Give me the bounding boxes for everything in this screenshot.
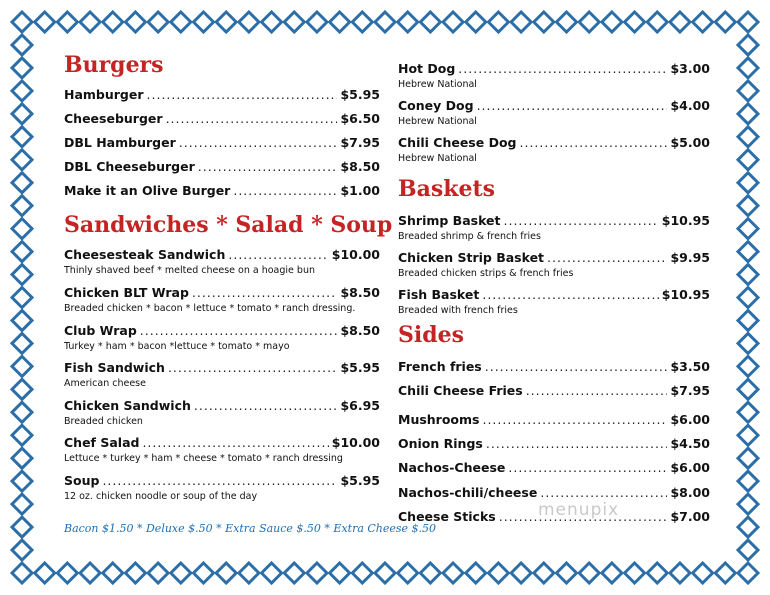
border-diamond [80,12,100,32]
border-diamond [738,150,758,170]
menu-item [64,434,380,465]
menu-item [64,86,380,104]
border-diamond [12,12,32,32]
sandwiches-heading: Sandwiches * Salad * Soup [64,212,393,238]
border-diamond [12,517,32,537]
border-diamond [352,563,372,583]
border-diamond [12,219,32,239]
item-name: Cheese Sticks [398,509,496,524]
border-diamond [625,563,645,583]
border-diamond [125,563,145,583]
item-description: Turkey * ham * bacon *lettuce * tomato * mayo [64,341,290,352]
menu-item [64,246,380,277]
border-diamond [216,12,236,32]
border-diamond [216,563,236,583]
border-diamond [398,563,418,583]
item-name: Cheesesteak Sandwich [64,247,226,262]
border-diamond [12,150,32,170]
border-diamond [12,425,32,445]
item-description: Breaded chicken strips & french fries [398,268,574,279]
item-description: Lettuce * turkey * ham * cheese * tomato * ranch dressing [64,453,343,464]
border-diamond [738,517,758,537]
item-name: Fish Basket [398,287,480,302]
border-diamond [738,196,758,216]
item-price: $10.95 [661,213,710,228]
dot-leader [458,60,667,78]
dot-leader [486,435,668,453]
border-diamond [262,563,282,583]
border-diamond [557,12,577,32]
border-diamond [602,12,622,32]
menu-item [398,60,710,91]
border-diamond [715,12,735,32]
item-price: $8.50 [340,159,380,174]
border-diamond [12,104,32,124]
item-price: $7.95 [340,135,380,150]
border-diamond [466,12,486,32]
item-price: $8.00 [670,485,710,500]
item-price: $5.00 [670,135,710,150]
border-diamond [307,12,327,32]
item-price: $10.00 [331,435,380,450]
menu-item [398,134,710,165]
dot-leader [194,397,338,415]
border-diamond [511,563,531,583]
border-diamond [307,563,327,583]
border-diamond [579,563,599,583]
item-price: $5.95 [340,473,380,488]
watermark: menupix [538,500,620,520]
border-diamond [738,81,758,101]
border-diamond [284,563,304,583]
item-price: $5.95 [340,87,380,102]
item-price: $6.95 [340,398,380,413]
border-diamond [12,173,32,193]
item-name: DBL Cheeseburger [64,159,195,174]
menu-item [64,359,380,390]
border-diamond [12,540,32,560]
border-diamond [239,12,259,32]
border-diamond [738,12,758,32]
border-diamond [12,35,32,55]
item-name: DBL Hamburger [64,135,176,150]
menu-item [64,134,380,152]
dot-leader [102,472,337,490]
menu-item [64,284,380,315]
border-diamond [738,242,758,262]
item-description: 12 oz. chicken noodle or soup of the day [64,491,258,502]
dot-leader [520,134,668,152]
border-diamond [12,494,32,514]
border-diamond [171,563,191,583]
item-name: Soup [64,473,100,488]
border-diamond [738,563,758,583]
sides-heading: Sides [398,322,465,348]
border-diamond [35,563,55,583]
item-price: $6.00 [670,412,710,427]
item-name: Chili Cheese Fries [398,383,523,398]
border-diamond [738,356,758,376]
border-diamond [488,12,508,32]
border-diamond [12,196,32,216]
border-diamond [738,310,758,330]
item-price: $1.00 [340,183,380,198]
item-description: Breaded shrimp & french fries [398,231,541,242]
border-diamond [57,563,77,583]
dot-leader [508,459,667,477]
border-diamond [738,379,758,399]
menu-item [398,358,710,376]
border-diamond [602,563,622,583]
dot-leader [147,86,338,104]
border-diamond [330,12,350,32]
border-diamond [738,471,758,491]
border-diamond [284,12,304,32]
border-diamond [330,563,350,583]
border-diamond [103,12,123,32]
item-price: $6.00 [670,460,710,475]
border-diamond [693,12,713,32]
menu-item [398,97,710,128]
border-diamond [12,402,32,422]
item-price: $9.95 [670,250,710,265]
border-diamond [738,35,758,55]
border-diamond [647,12,667,32]
item-description: Breaded chicken * bacon * lettuce * tomato * ranch dressing. [64,303,356,314]
border-diamond [12,242,32,262]
dot-leader [142,434,328,452]
border-diamond [12,127,32,147]
border-diamond [12,563,32,583]
item-price: $10.95 [661,287,710,302]
border-diamond [738,448,758,468]
menu-item [64,158,380,176]
menu-item [398,286,710,317]
border-diamond [466,563,486,583]
menu-item [64,182,380,200]
border-diamond [738,58,758,78]
dot-leader [198,158,338,176]
border-diamond [375,12,395,32]
item-price: $7.95 [670,383,710,398]
dot-leader [477,97,668,115]
border-diamond [738,219,758,239]
border-diamond [194,12,214,32]
menu-item [64,472,380,503]
dot-leader [192,284,338,302]
item-name: Chef Salad [64,435,140,450]
item-name: Cheeseburger [64,111,163,126]
border-diamond [12,333,32,353]
border-diamond [738,402,758,422]
item-price: $5.95 [340,360,380,375]
border-diamond [12,265,32,285]
dot-leader [228,246,328,264]
item-name: Chicken Strip Basket [398,250,545,265]
item-name: Nachos-chili/cheese [398,485,538,500]
border-diamond [443,563,463,583]
item-name: Hot Dog [398,61,456,76]
item-name: Make it an Olive Burger [64,183,231,198]
border-diamond [579,12,599,32]
item-price: $10.00 [331,247,380,262]
item-description: American cheese [64,378,146,389]
border-diamond [262,12,282,32]
border-diamond [12,288,32,308]
baskets-heading: Baskets [398,176,496,202]
item-name: Chicken Sandwich [64,398,191,413]
border-diamond [670,563,690,583]
burgers-section [64,52,380,78]
item-name: Onion Rings [398,436,483,451]
border-diamond [715,563,735,583]
border-diamond [12,379,32,399]
menu-panel [44,40,726,555]
item-price: $8.50 [340,285,380,300]
border-diamond [534,12,554,32]
dot-leader [504,212,659,230]
border-diamond [12,448,32,468]
item-description: Hebrew National [398,153,477,164]
menu-item [398,249,710,280]
border-diamond [12,356,32,376]
item-description: Thinly shaved beef * melted cheese on a hoagie bun [64,265,315,276]
border-diamond [738,540,758,560]
item-name: Club Wrap [64,323,137,338]
border-diamond [738,265,758,285]
border-diamond [557,563,577,583]
dot-leader [166,110,338,128]
dot-leader [140,322,338,340]
item-price: $3.50 [670,359,710,374]
menu-item [398,435,710,453]
item-description: Hebrew National [398,79,477,90]
item-name: French fries [398,359,482,374]
border-diamond [670,12,690,32]
border-diamond [488,563,508,583]
dot-leader [547,249,667,267]
border-diamond [12,81,32,101]
border-diamond [738,127,758,147]
border-diamond [738,173,758,193]
menu-item [64,397,380,428]
item-name: Coney Dog [398,98,474,113]
item-name: Fish Sandwich [64,360,165,375]
border-diamond [12,310,32,330]
border-diamond [398,12,418,32]
border-diamond [738,333,758,353]
burgers-heading: Burgers [64,52,164,78]
border-diamond [80,563,100,583]
add-ons-footer: Bacon $1.50 * Deluxe $.50 * Extra Sauce $.50 * Extra Cheese $.50 [64,522,437,535]
item-price: $8.50 [340,323,380,338]
border-diamond [57,12,77,32]
border-diamond [148,12,168,32]
menu-item [398,411,710,429]
dot-leader [168,359,338,377]
dot-leader [179,134,338,152]
border-diamond [12,471,32,491]
border-diamond [647,563,667,583]
border-diamond [420,563,440,583]
border-diamond [534,563,554,583]
item-name: Chicken BLT Wrap [64,285,189,300]
border-diamond [125,12,145,32]
border-diamond [738,494,758,514]
border-diamond [738,425,758,445]
item-description: Hebrew National [398,116,477,127]
menu-item [64,110,380,128]
dot-leader [482,286,658,304]
dot-leader [526,382,668,400]
item-description: Breaded with french fries [398,305,518,316]
menu-item [64,322,380,353]
border-diamond [693,563,713,583]
item-name: Hamburger [64,87,144,102]
item-name: Mushrooms [398,412,480,427]
item-description: Breaded chicken [64,416,143,427]
border-diamond [103,563,123,583]
menu-item [398,459,710,477]
border-diamond [738,104,758,124]
dot-leader [233,182,337,200]
item-price: $3.00 [670,61,710,76]
border-diamond [511,12,531,32]
menu-item [398,212,710,243]
border-diamond [625,12,645,32]
border-diamond [420,12,440,32]
border-diamond [443,12,463,32]
item-name: Chili Cheese Dog [398,135,517,150]
menu-item [398,382,710,400]
item-name: Nachos-Cheese [398,460,506,475]
item-price: $7.00 [670,509,710,524]
dot-leader [485,358,668,376]
border-diamond [171,12,191,32]
border-diamond [12,58,32,78]
border-diamond [738,288,758,308]
item-price: $4.50 [670,436,710,451]
border-diamond [375,563,395,583]
item-name: Shrimp Basket [398,213,501,228]
border-diamond [35,12,55,32]
border-diamond [352,12,372,32]
item-price: $6.50 [340,111,380,126]
item-price: $4.00 [670,98,710,113]
border-diamond [148,563,168,583]
dot-leader [482,411,667,429]
border-diamond [194,563,214,583]
border-diamond [239,563,259,583]
